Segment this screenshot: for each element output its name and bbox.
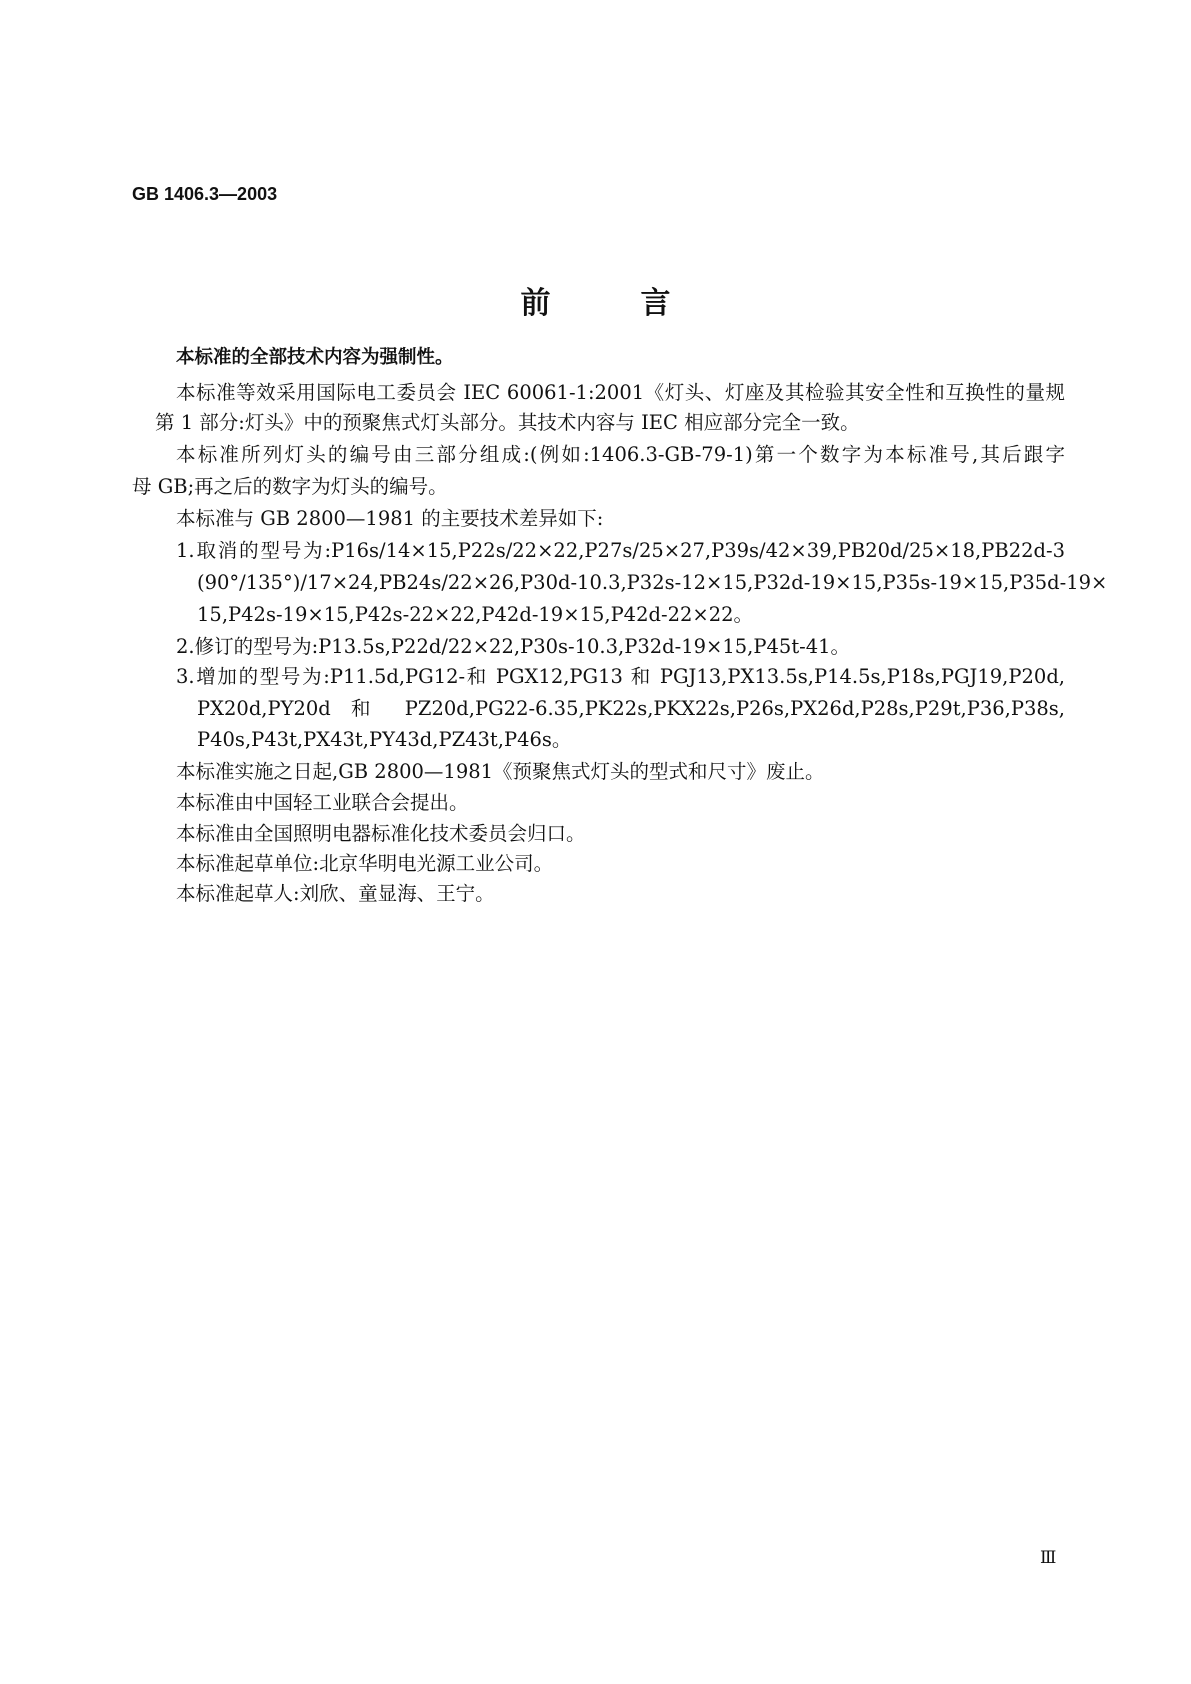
paragraph-line: 第 1 部分:灯头》中的预聚焦式灯头部分。其技术内容与 IEC 相应部分完全一致。: [155, 411, 860, 434]
paragraph-line: 本标准起草人:刘欣、童显海、王宁。: [176, 882, 495, 905]
list-item-line: 3.增加的型号为:P11.5d,PG12-和 PGX12,PG13 和 PGJ13,PX13.5s,P14.5s,P18s,PGJ19,P20d,: [176, 665, 1065, 688]
list-item-line: (90°/135°)/17×24,PB24s/22×26,P30d-10.3,P32s-12×15,P32d-19×15,P35s-19×15,P35d-19×: [197, 571, 1108, 594]
paragraph-line: 本标准与 GB 2800—1981 的主要技术差异如下:: [176, 507, 604, 530]
paragraph-line: 本标准由全国照明电器标准化技术委员会归口。: [176, 822, 586, 845]
list-item-line: PX20d,PY20d 和 PZ20d,PG22-6.35,PK22s,PKX22s,P26s,PX26d,P28s,P29t,P36,P38s,: [197, 697, 1065, 720]
page-title: 前言: [520, 286, 761, 321]
list-item-line: 2.修订的型号为:P13.5s,P22d/22×22,P30s-10.3,P32d-19×15,P45t-41。: [176, 635, 851, 658]
paragraph-line: 本标准实施之日起,GB 2800—1981《预聚焦式灯头的型式和尺寸》废止。: [176, 760, 825, 783]
page-number: Ⅲ: [1040, 1548, 1057, 1568]
paragraph-line: 本标准起草单位:北京华明电光源工业公司。: [176, 852, 554, 875]
paragraph-line: 本标准由中国轻工业联合会提出。: [176, 791, 469, 814]
paragraph-line: 母 GB;再之后的数字为灯头的编号。: [132, 475, 448, 498]
paragraph-line: 本标准等效采用国际电工委员会 IEC 60061-1:2001《灯头、灯座及其检验其安全性和互换性的量规: [176, 381, 1065, 404]
paragraph-line: 本标准所列灯头的编号由三部分组成:(例如:1406.3-GB-79-1)第一个数字为本标准号,其后跟字: [176, 443, 1065, 466]
document-header: GB 1406.3—2003: [132, 184, 278, 204]
list-item-line: 15,P42s-19×15,P42s-22×22,P42d-19×15,P42d-22×22。: [197, 603, 754, 626]
paragraph-line: 本标准的全部技术内容为强制性。: [176, 347, 454, 368]
list-item-line: 1.取消的型号为:P16s/14×15,P22s/22×22,P27s/25×27,P39s/42×39,PB20d/25×18,PB22d-3: [176, 539, 1065, 562]
list-item-line: P40s,P43t,PX43t,PY43d,PZ43t,P46s。: [197, 728, 572, 751]
